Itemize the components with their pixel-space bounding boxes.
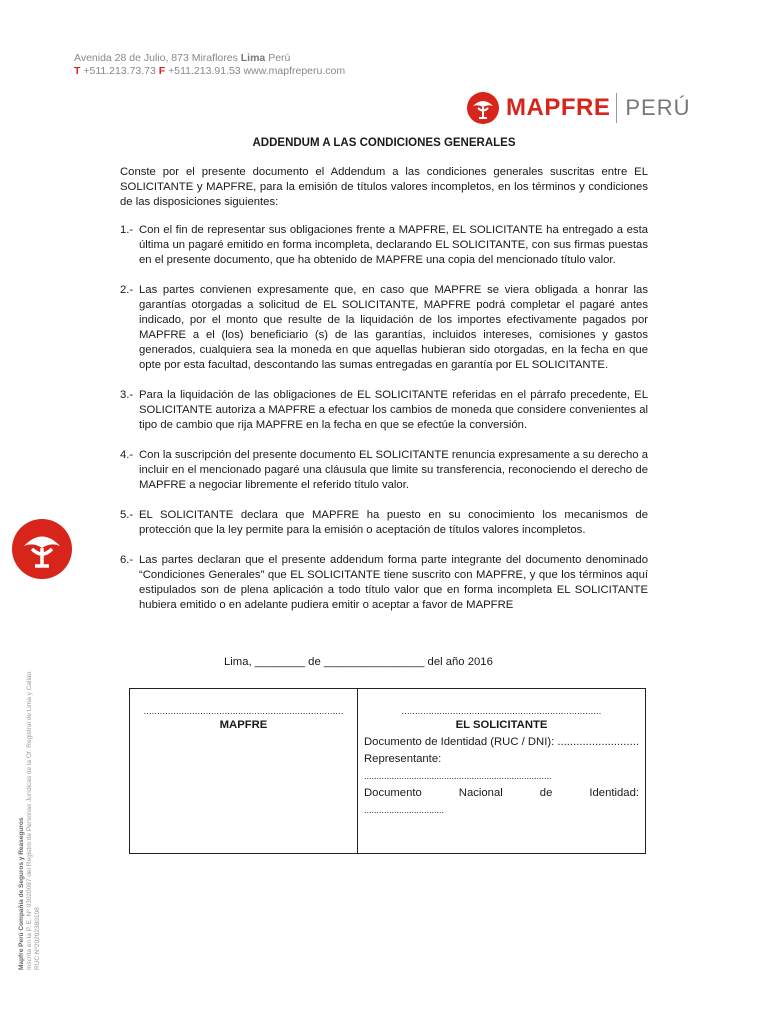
national-id-label: Documento Nacional de Identidad:: [364, 787, 639, 799]
signature-table: [129, 688, 646, 854]
mapfre-emblem-large-icon: [12, 519, 72, 579]
brand-name: MAPFRE: [506, 94, 611, 121]
letterhead-address: [74, 52, 345, 78]
mapfre-emblem-icon: [466, 91, 500, 125]
brand-divider: [616, 93, 617, 123]
legal-registry: Inscrita en la P. E. Nº 03020087 del Registro de Personas Jurídicas de la Of. Registral de Lima y Callao.: [26, 670, 33, 970]
clause-4: 4.- Con la suscripción del presente documento EL SOLICITANTE renuncia expresamente a su derecho a incluir en el mencionado pagaré una cláusula que limite su transferencia, reconociendo el derecho de MAPFRE a negociar libremente el referido título valor.: [120, 449, 648, 491]
signature-name-mapfre: MAPFRE: [219, 719, 268, 731]
national-id-field: ................................: [364, 805, 445, 815]
legal-company: Mapfre Perú Compañía de Seguros y Reaseguros: [18, 817, 25, 970]
clause-list: [120, 223, 648, 613]
clause-5: 5.- EL SOLICITANTE declara que MAPFRE ha puesto en su conocimiento los mecanismos de protección que la ley permite para la emisión o aceptación de títulos valores incompletos.: [120, 509, 648, 536]
brand-logo: [466, 91, 690, 125]
id-document-field: Documento de Identidad (RUC / DNI): ..........................: [364, 736, 639, 748]
date-line: Lima, ________ de ________________ del año 2016: [224, 656, 493, 668]
clause-3: 3.- Para la liquidación de las obligaciones de EL SOLICITANTE referidas en el párrafo precedente, EL SOLICITANTE autoriza a MAPFRE a efectuar los cambios de moneda que considere convenientes al tipo de cambio que rija MAPFRE en la fecha en que se efectúe la conversión.: [120, 389, 648, 431]
contact-line: T +511.213.73.73 F +511.213.91.53 www.mapfreperu.com: [74, 65, 346, 77]
legal-ruc: RUC Nº20202380108: [34, 907, 41, 970]
signature-solicitante: [358, 689, 645, 853]
representative-label: Representante:: [364, 753, 442, 765]
side-emblem: [12, 519, 72, 584]
brand-country: PERÚ: [625, 95, 691, 120]
signature-line: ..........................................................................: [143, 706, 344, 716]
clause-2: 2.- Las partes convienen expresamente que, en caso que MAPFRE se viera obligada a honrar las garantías otorgadas a solicitud de EL SOLICITANTE, MAPFRE podrá completar el pagaré antes indicado, por el monto que resulte de la liquidación de los importes efectivamente pagados por MAPFRE a el (los) beneficiario (s) de las garantías, incluidos intereses, comisiones y gastos generados, cualquiera sea la moneda en que aquellas hubieran sido otorgadas, en la fecha en que opte por esta facultad, descontando las sumas entregadas en garantía por EL SOLICITANTE.: [120, 284, 648, 371]
clause-6: 6.- Las partes declaran que el presente addendum forma parte integrante del documento denominado “Condiciones Generales” que EL SOLICITANTE tiene suscrito con MAPFRE, y que los términos aquí estipulados son de plena aplicación a todo título valor que en forma incompleta EL SOLICITANTE hubiera emitido o en adelante pudiera emitir o aceptar a favor de MAPFRE: [120, 554, 648, 611]
document-title: ADDENDUM A LAS CONDICIONES GENERALES: [252, 137, 516, 149]
signature-name-solicitante: EL SOLICITANTE: [455, 719, 548, 731]
signature-mapfre: [130, 689, 358, 853]
representative-field: ...........................................................................: [364, 771, 552, 781]
website-link[interactable]: www.mapfreperu.com: [243, 65, 346, 77]
address-line: Avenida 28 de Julio, 873 Miraflores Lima Perú: [74, 52, 291, 64]
legal-footer: [18, 630, 42, 970]
document-intro: Conste por el presente documento el Addendum a las condiciones generales suscritas entre EL SOLICITANTE y MAPFRE, para la emisión de títulos valores incompletos, en los términos y condiciones de las disposiciones siguientes:: [120, 166, 648, 208]
clause-1: 1.- Con el fin de representar sus obligaciones frente a MAPFRE, EL SOLICITANTE ha entregado a esta última un pagaré emitido en forma incompleta, declarando EL SOLICITANTE, con sus firmas puestas en el presente documento, que ha obtenido de MAPFRE una copia del mencionado título valor.: [120, 224, 648, 266]
signature-line: ..........................................................................: [401, 706, 602, 716]
